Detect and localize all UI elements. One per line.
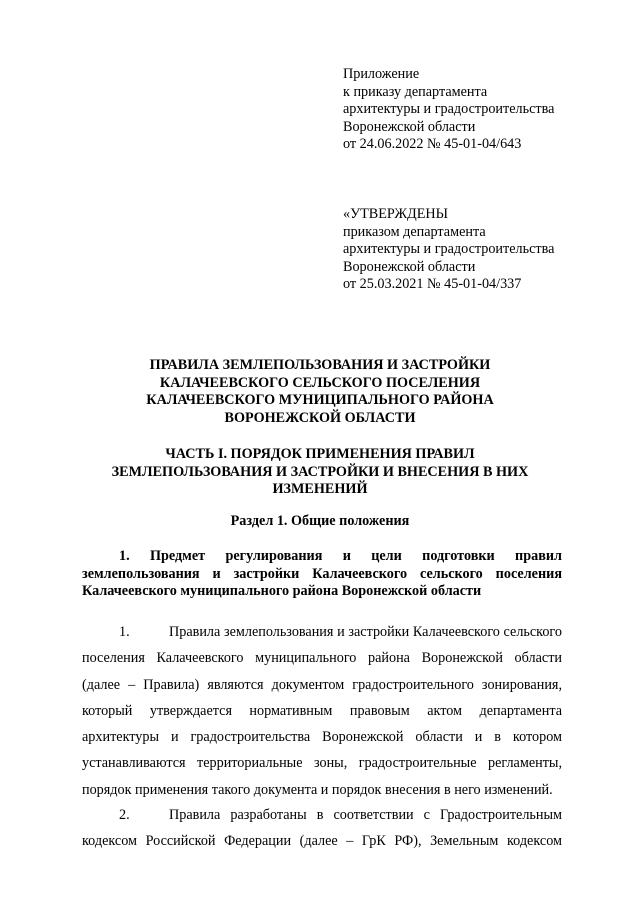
paragraph-line: устанавливаются территориальные зоны, градостроительные регламенты, bbox=[82, 755, 562, 772]
paragraph-line: архитектуры и градостроительства Воронежской области и в котором bbox=[82, 729, 562, 746]
section-heading-text: Раздел 1. Общие положения bbox=[230, 513, 410, 529]
title-line: ВОРОНЕЖСКОЙ ОБЛАСТИ bbox=[224, 409, 416, 426]
title-line: КАЛАЧЕЕВСКОГО МУНИЦИПАЛЬНОГО РАЙОНА bbox=[146, 392, 494, 409]
article-heading-line: Калачеевского муниципального района Воронежской области bbox=[82, 583, 482, 600]
approval-stamp-text bbox=[343, 206, 554, 294]
part-heading-line: ЗЕМЛЕПОЛЬЗОВАНИЯ И ЗАСТРОЙКИ И ВНЕСЕНИЯ В НИХ bbox=[111, 463, 529, 480]
part-heading-line: ЧАСТЬ I. ПОРЯДОК ПРИМЕНЕНИЯ ПРАВИЛ bbox=[165, 446, 475, 462]
document-title bbox=[80, 357, 560, 427]
appendix-line: Воронежской области bbox=[343, 118, 476, 135]
approval-line: от 25.03.2021 № 45-01-04/337 bbox=[343, 276, 522, 293]
paragraph-line bbox=[82, 802, 562, 828]
paragraph-line bbox=[82, 619, 562, 645]
approval-line: Воронежской области bbox=[343, 258, 476, 275]
paragraph-1 bbox=[82, 619, 562, 803]
paragraph-text: Правила землепользования и застройки Калачеевского сельского bbox=[169, 624, 562, 640]
appendix-line: архитектуры и градостроительства bbox=[343, 101, 555, 118]
title-line: ПРАВИЛА ЗЕМЛЕПОЛЬЗОВАНИЯ И ЗАСТРОЙКИ bbox=[149, 357, 491, 373]
paragraph-line: кодексом Российской Федерации (далее – ГрК РФ), Земельным кодексом bbox=[82, 833, 562, 850]
article-heading-line: землепользования и застройки Калачеевского сельского поселения bbox=[82, 565, 562, 582]
part-heading-line: ИЗМЕНЕНИЙ bbox=[272, 481, 368, 498]
appendix-line: от 24.06.2022 № 45-01-04/643 bbox=[343, 136, 522, 153]
article-heading bbox=[82, 548, 562, 601]
paragraph-number: 2. bbox=[119, 807, 130, 823]
paragraph-line: (далее – Правила) являются документом градостроительного зонирования, bbox=[82, 676, 562, 693]
part-heading bbox=[80, 446, 560, 499]
appendix-line: к приказу департамента bbox=[343, 83, 488, 100]
paragraph-text: Правила разработаны в соответствии с Градостроительным bbox=[169, 807, 562, 823]
approval-line: архитектуры и градостроительства bbox=[343, 241, 555, 258]
paragraph-line: порядок применения такого документа и порядок внесения в него изменений. bbox=[82, 781, 553, 798]
paragraph-number: 1. bbox=[119, 624, 130, 640]
appendix-line: Приложение bbox=[343, 66, 420, 82]
title-line: КАЛАЧЕЕВСКОГО СЕЛЬСКОГО ПОСЕЛЕНИЯ bbox=[159, 374, 481, 391]
approval-line: «УТВЕРЖДЕНЫ bbox=[343, 206, 448, 222]
article-heading-line: 1. Предмет регулирования и цели подготовки правил bbox=[119, 548, 562, 564]
paragraph-line: поселения Калачеевского муниципального района Воронежской области bbox=[82, 650, 562, 667]
approval-line: приказом департамента bbox=[343, 223, 486, 240]
appendix-header bbox=[343, 66, 554, 154]
section-heading bbox=[80, 513, 560, 531]
paragraph-2 bbox=[82, 802, 562, 855]
paragraph-line: который утверждается нормативным правовым актом департамента bbox=[82, 702, 562, 719]
